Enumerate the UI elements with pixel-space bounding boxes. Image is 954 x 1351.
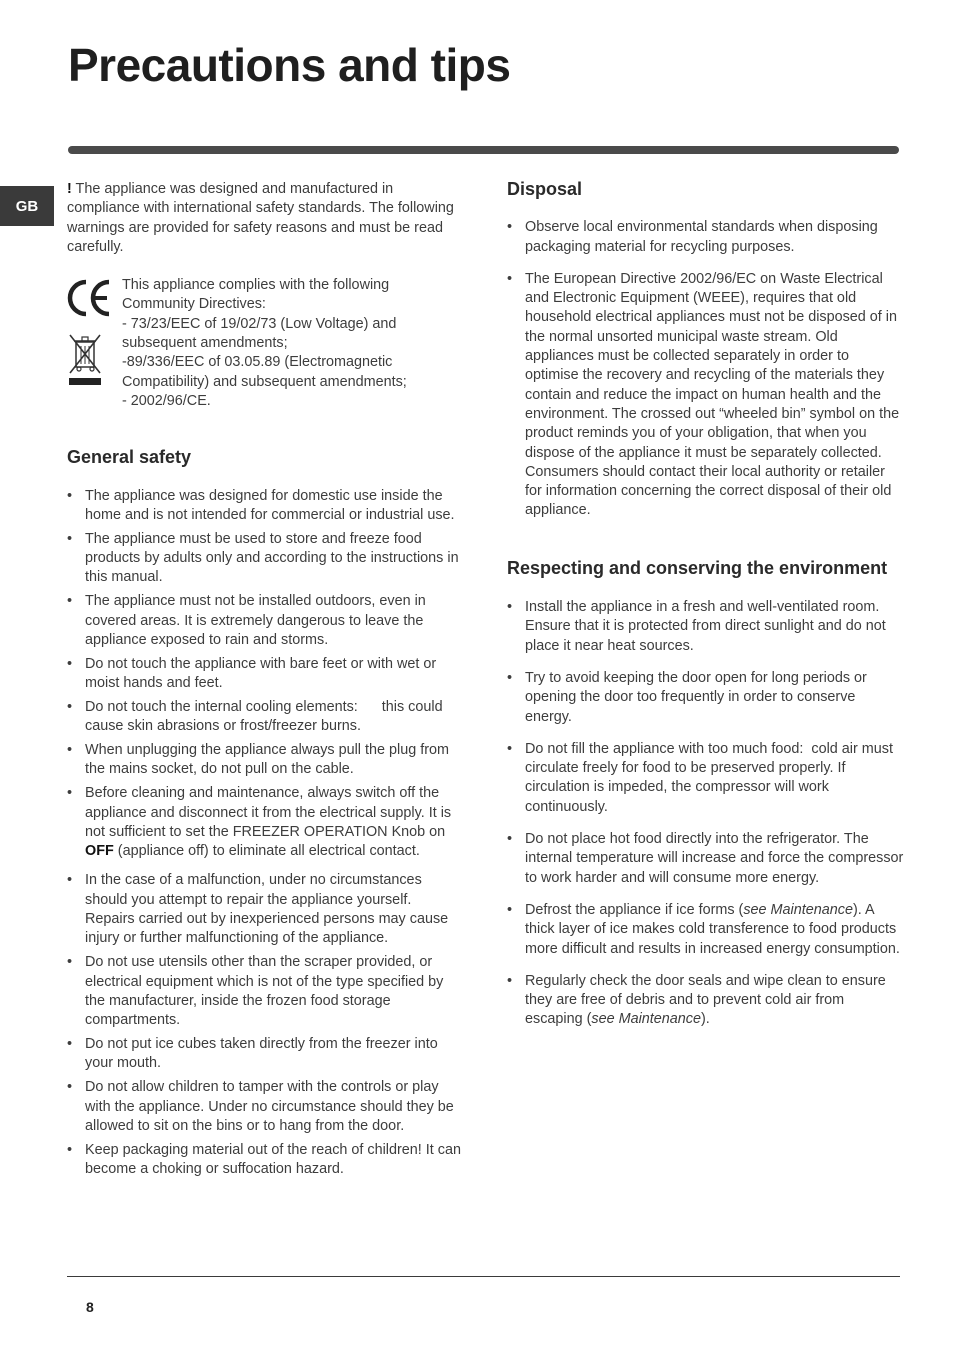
off-item-text: Before cleaning and maintenance, always switch off the appliance and disconnect it from the electrical supply. It is not sufficient to set the FREEZER OPERATION Knob on [85,785,452,840]
disposal-heading: Disposal [507,179,583,199]
defrost-text: Defrost the appliance if ice forms ( [525,901,744,918]
seals-text: Regularly check the door seals and wipe clean to ensure they are free of debris and to prevent cold air from escaping ( [525,972,886,1028]
list-item: • Do not put ice cubes taken directly from the freezer into your mouth. [67,1035,462,1074]
compliance-line: subsequent amendments; [122,335,288,352]
list-item: • Observe local environmental standards when disposing packaging material for recycling purposes. [507,218,905,257]
list-item: • Keep packaging material out of the reach of children! It can become a choking or suffocation hazard. [67,1141,462,1180]
list-item: • Do not fill the appliance with too much food: cold air must circulate freely for food to be preserved properly. If circulation is impeded, the compressor will work continuously. [507,740,905,817]
list-item: • The appliance must not be installed outdoors, even in covered areas. It is extremely dangerous to leave the appliance exposed to rain and storms. [67,592,462,650]
list-item [507,972,905,1030]
ce-mark-icon [67,278,113,318]
intro-text: The appliance was designed and manufactured in compliance with international safety standards. The following warnings are provided for safety reasons and must be read carefully. [67,181,454,255]
intro-paragraph [67,180,462,257]
list-item [507,901,905,959]
list-item: • The appliance was designed for domestic use inside the home and is not intended for commercial or industrial use. [67,487,462,526]
disposal-list [507,218,905,520]
defrost-text: ). A thick layer of ice makes cold transference to food products more difficult and results in increased energy consumption. [525,901,900,957]
environment-list [507,598,905,1030]
seals-text: ). [701,1011,710,1028]
right-column [507,180,905,1043]
compliance-line: - 73/23/EEC of 19/02/73 (Low Voltage) and [122,315,397,332]
weee-contact-text: Consumers should contact their local authority or retailer for information concerning the correct disposal of their old appliance. [525,463,892,519]
general-safety-heading: General safety [67,447,192,468]
general-safety-list [67,487,462,1180]
environment-heading: Respecting and conserving the environment [507,557,888,578]
warning-mark: ! [67,181,72,197]
list-item: • Do not allow children to tamper with the controls or play with the appliance. Under no circumstance should they be allowed to sit on the bins or to hang from the door. [67,1078,462,1136]
list-item [507,270,905,521]
list-item: • In the case of a malfunction, under no circumstances should you attempt to repair the appliance yourself. Repairs carried out by inexperienced persons may cause injury or further malfunctioning of the appliance. [67,871,462,948]
compliance-line: Community Directives: [122,296,266,313]
list-item: • The appliance must be used to store and freeze food products by adults only and according to the instructions in this manual. [67,530,462,588]
maintenance-reference: see Maintenance [743,901,853,918]
compliance-line: Compatibility) and subsequent amendments; [122,373,407,390]
list-item [67,784,462,861]
list-item: • When unplugging the appliance always pull the plug from the mains socket, do not pull on the cable. [67,741,462,780]
list-item: • Do not touch the internal cooling elements: this could cause skin abrasions or frost/freezer burns. [67,698,462,737]
footer-divider [67,1276,900,1277]
compliance-line: -89/336/EEC of 03.05.89 (Electromagnetic [122,354,393,371]
page-title: Precautions and tips [68,39,511,91]
page-number: 8 [86,1299,94,1315]
list-item: • Do not place hot food directly into the refrigerator. The internal temperature will increase and force the compressor to work harder and will consume more energy. [507,830,905,888]
compliance-line: - 2002/96/CE. [122,392,211,409]
title-divider [68,146,899,154]
language-tab: GB [0,186,54,226]
compliance-line: This appliance complies with the following [122,277,390,294]
left-column [67,180,462,1184]
off-label: OFF [85,843,114,860]
list-item: • Do not touch the appliance with bare feet or with wet or moist hands and feet. [67,655,462,694]
crossed-bin-icon [67,333,103,387]
weee-text: • The European Directive 2002/96/EC on Waste Electrical and Electronic Equipment (WEEE), requires that old household electrical appliances must not be disposed of in the normal unsorted municipal waste stream. Old appliances must be collected separately in order to optimise the recovery and recycling of the materials they contain and reduce the impact on human health and the environment. The crossed out “wheeled bin” symbol on the product reminds you of your obligation, that when you dispose of the appliance it must be separately collected. [525,270,900,461]
list-item: • Do not use utensils other than the scraper provided, or electrical equipment which is not of the type specified by the manufacturer, inside the frozen food storage compartments. [67,953,462,1030]
list-item: • Try to avoid keeping the door open for long periods or opening the door too frequently in order to conserve energy. [507,669,905,727]
maintenance-reference: see Maintenance [591,1011,702,1028]
off-item-text: (appliance off) to eliminate all electrical contact. [113,843,420,860]
compliance-block [67,276,462,411]
list-item: • Install the appliance in a fresh and well-ventilated room. Ensure that it is protected from direct sunlight and do not place it near heat sources. [507,598,905,656]
